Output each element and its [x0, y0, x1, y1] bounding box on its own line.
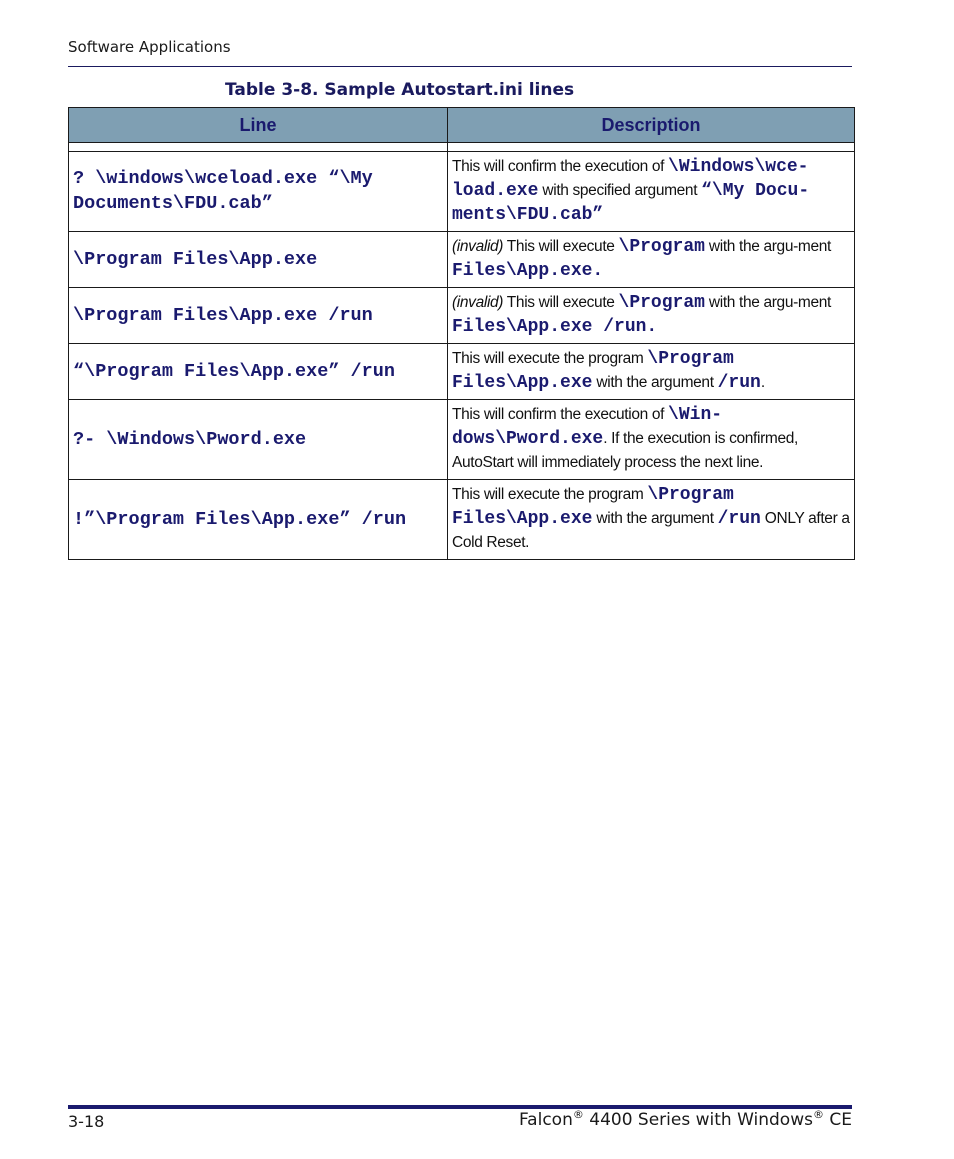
description-cell — [448, 400, 855, 480]
table-caption: Table 3-8. Sample Autostart.ini lines — [225, 80, 575, 100]
code-text: \Program Files\App.exe — [452, 349, 734, 393]
description-text: This will execute the program — [452, 350, 648, 367]
registered-mark: ® — [572, 1108, 584, 1121]
table-row — [69, 152, 855, 232]
page-number: 3-18 — [68, 1112, 105, 1131]
header-spacer — [69, 143, 855, 152]
code-text: /run — [717, 509, 761, 529]
code-text: Files\App.exe /run. — [452, 317, 658, 337]
description-text: with the argu-ment — [704, 238, 831, 255]
column-header-line: Line — [69, 108, 448, 143]
table-header-row — [69, 108, 855, 143]
line-cell: \Program Files\App.exe /run — [69, 288, 448, 344]
table-row — [69, 288, 855, 344]
table-row — [69, 344, 855, 400]
code-text: Files\App.exe. — [452, 261, 604, 281]
description-text: with the argu-ment — [704, 294, 831, 311]
description-text: This will execute the program — [452, 486, 648, 503]
description-text: with specified argument — [538, 182, 702, 199]
description-text: . If the execution is confirmed, AutoStart will immediately process the next line. — [452, 430, 798, 471]
footer-divider — [68, 1105, 852, 1109]
description-text: with the argument — [592, 510, 718, 527]
code-text: \Program — [618, 293, 705, 313]
description-cell — [448, 288, 855, 344]
table-row — [69, 400, 855, 480]
spacer-cell — [69, 143, 448, 152]
line-cell: !”\Program Files\App.exe” /run — [69, 480, 448, 560]
table-body — [69, 143, 855, 560]
running-header: Software Applications — [68, 38, 231, 56]
description-text: . — [760, 374, 765, 391]
line-cell: “\Program Files\App.exe” /run — [69, 344, 448, 400]
code-text: “\My Docu-ments\FDU.cab” — [452, 181, 810, 225]
spacer-cell — [448, 143, 855, 152]
italic-note: (invalid) — [452, 294, 504, 311]
title-series: 4400 Series with Windows — [583, 1110, 813, 1130]
code-text: \Windows\wce-load.exe — [452, 157, 809, 201]
autostart-table — [68, 107, 855, 560]
description-text: This will confirm the execution of — [452, 406, 669, 423]
header-divider — [68, 66, 852, 67]
code-text: \Program Files\App.exe — [452, 485, 734, 529]
description-text: This will execute — [503, 294, 619, 311]
description-text: This will execute — [503, 238, 619, 255]
column-header-description: Description — [448, 108, 855, 143]
line-cell: ? \windows\wceload.exe “\My Documents\FDU.cab” — [69, 152, 448, 232]
description-cell — [448, 152, 855, 232]
italic-note: (invalid) — [452, 238, 504, 255]
code-text: \Program — [618, 237, 705, 257]
code-text: /run — [717, 373, 761, 393]
description-cell — [448, 344, 855, 400]
code-text: \Win-dows\Pword.exe — [452, 405, 723, 449]
description-text: ONLY after a Cold Reset. — [452, 510, 850, 551]
title-os: CE — [823, 1110, 852, 1130]
document-title — [519, 1110, 852, 1130]
line-cell: ?- \Windows\Pword.exe — [69, 400, 448, 480]
table-row — [69, 480, 855, 560]
description-text: This will confirm the execution of — [452, 158, 669, 175]
table-row — [69, 232, 855, 288]
title-brand: Falcon — [518, 1110, 573, 1130]
description-cell — [448, 232, 855, 288]
line-cell: \Program Files\App.exe — [69, 232, 448, 288]
registered-mark: ® — [812, 1108, 824, 1121]
description-text: with the argument — [592, 374, 718, 391]
description-cell — [448, 480, 855, 560]
